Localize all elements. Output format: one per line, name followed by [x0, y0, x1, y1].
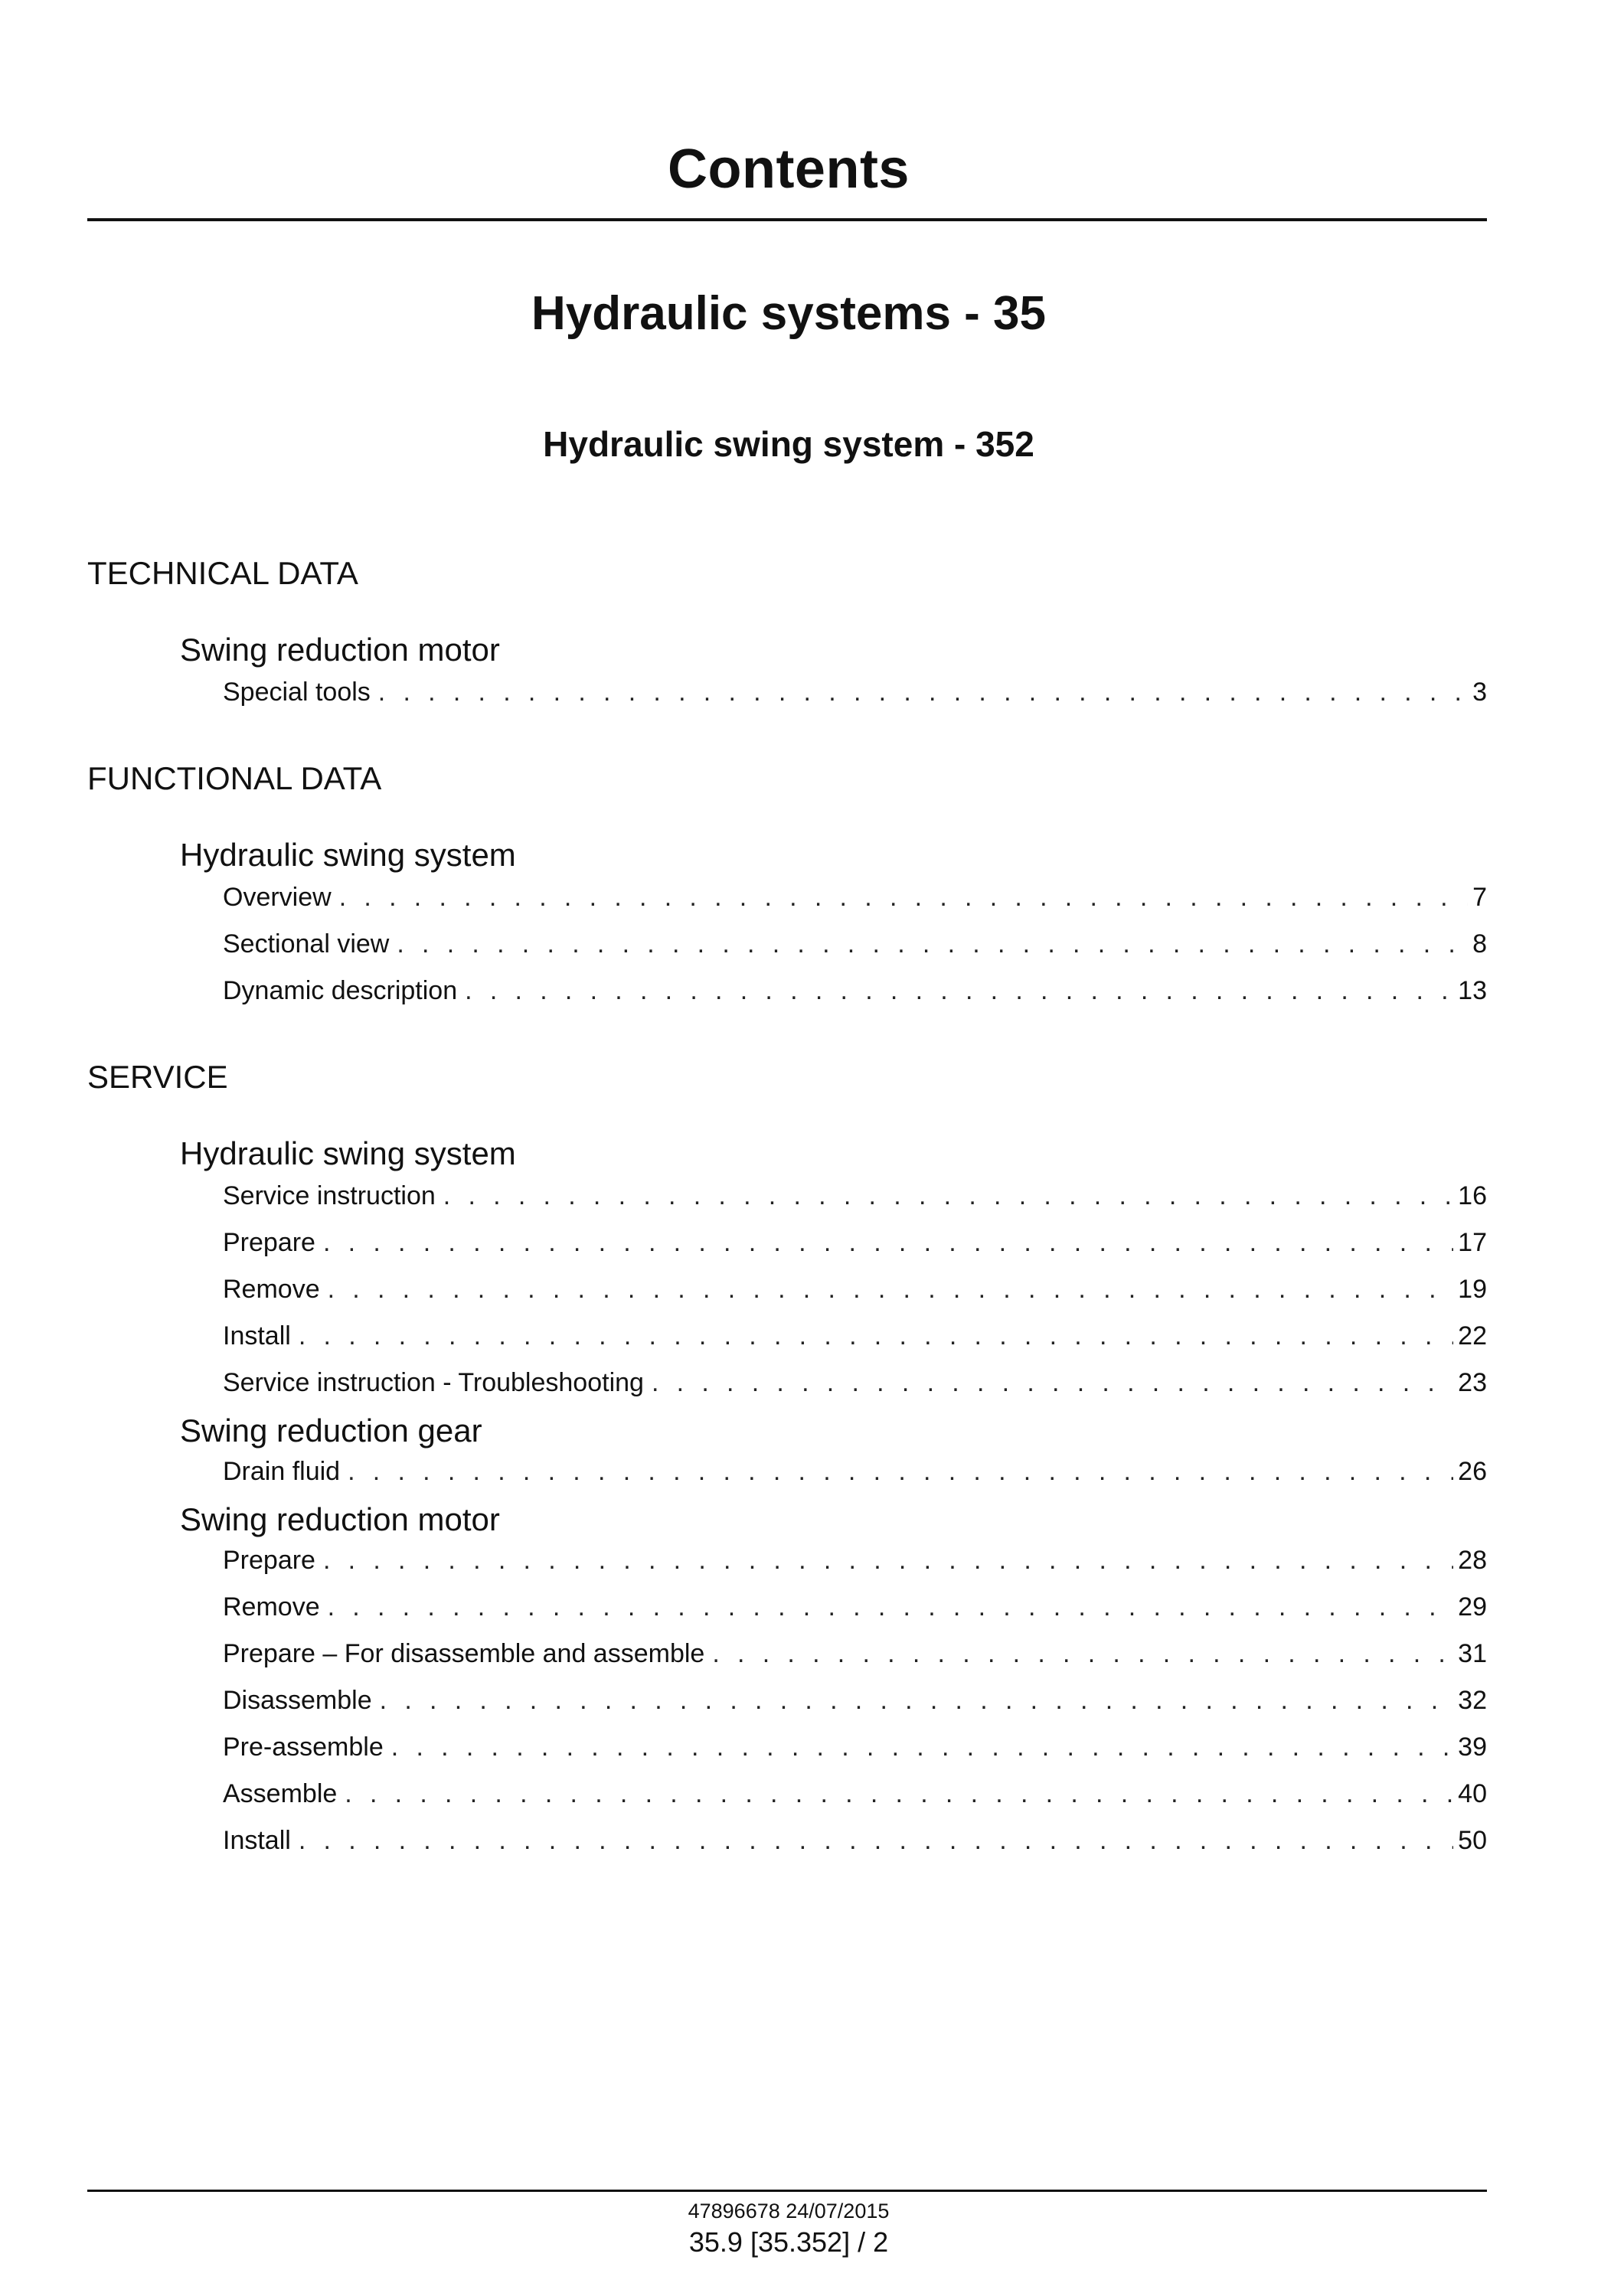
toc-entry-install[interactable] [223, 1319, 1487, 1353]
toc-entry-page: 8 [1472, 929, 1487, 959]
toc-entry-label: Prepare [223, 1546, 315, 1575]
toc-entry-label: Pre-assemble [223, 1733, 384, 1762]
toc-entry-assemble[interactable] [223, 1777, 1487, 1811]
toc-entry-label: Disassemble [223, 1686, 372, 1715]
toc-entry-page: 40 [1458, 1779, 1487, 1808]
toc-leader-dots [378, 675, 1468, 709]
toc-entry-remove[interactable] [223, 1272, 1487, 1306]
toc-leader-dots [299, 1319, 1453, 1353]
toc-section-functional-data: FUNCTIONAL DATA [87, 760, 382, 796]
toc-entry-page: 7 [1472, 883, 1487, 912]
toc-entry-label: Drain fluid [223, 1457, 341, 1486]
toc-entry-service-instruction-troubleshooting[interactable] [223, 1366, 1487, 1399]
toc-entry-drain-fluid[interactable] [223, 1455, 1487, 1488]
toc-entry-prepare-for-disassemble-and-assemble[interactable] [223, 1637, 1487, 1671]
toc-entry-label: Remove [223, 1275, 320, 1304]
toc-entry-page: 39 [1458, 1733, 1487, 1762]
toc-leader-dots [339, 880, 1468, 914]
toc-leader-dots [345, 1777, 1453, 1811]
toc-entry-dynamic-description[interactable] [223, 974, 1487, 1008]
toc-entry-page: 19 [1458, 1275, 1487, 1304]
toc-leader-dots [443, 1179, 1453, 1213]
toc-leader-dots [323, 1543, 1453, 1577]
toc-entry-label: Sectional view [223, 929, 390, 959]
footer-rule [87, 2190, 1487, 2192]
toc-entry-page: 22 [1458, 1321, 1487, 1350]
toc-entry-label: Remove [223, 1592, 320, 1622]
toc-entry-prepare[interactable] [223, 1226, 1487, 1259]
toc-leader-dots [299, 1824, 1453, 1857]
toc-entry-label: Prepare – For disassemble and assemble [223, 1639, 705, 1668]
toc-entry-remove[interactable] [223, 1590, 1487, 1624]
toc-entry-page: 17 [1458, 1228, 1487, 1257]
toc-entry-label: Prepare [223, 1228, 315, 1257]
toc-leader-dots [465, 974, 1453, 1008]
page-title: Contents [668, 139, 910, 200]
toc-entry-label: Assemble [223, 1779, 338, 1808]
toc-leader-dots [380, 1684, 1454, 1717]
toc-entry-label: Install [223, 1321, 291, 1350]
toc-entry-page: 16 [1458, 1181, 1487, 1210]
footer-page-reference: 35.9 [35.352] / 2 [688, 2226, 889, 2258]
toc-group-swing-reduction-gear: Swing reduction gear [180, 1413, 482, 1448]
section-title: Hydraulic swing system - 352 [543, 424, 1034, 464]
toc-entry-service-instruction[interactable] [223, 1179, 1487, 1213]
toc-section-technical-data: TECHNICAL DATA [87, 555, 358, 591]
toc-entry-page: 3 [1472, 678, 1487, 707]
toc-entry-label: Overview [223, 883, 332, 912]
toc-entry-page: 31 [1458, 1639, 1487, 1668]
toc-entry-label: Service instruction - Troubleshooting [223, 1368, 644, 1397]
toc-entry-page: 50 [1458, 1826, 1487, 1855]
toc-entry-page: 13 [1458, 976, 1487, 1005]
toc-leader-dots [328, 1590, 1454, 1624]
chapter-title: Hydraulic systems - 35 [531, 287, 1046, 340]
toc-leader-dots [348, 1455, 1453, 1488]
toc-leader-dots [328, 1272, 1454, 1306]
toc-group-hydraulic-swing-system: Hydraulic swing system [180, 1135, 516, 1171]
toc-entry-prepare[interactable] [223, 1543, 1487, 1577]
toc-entry-page: 23 [1458, 1368, 1487, 1397]
toc-entry-page: 26 [1458, 1457, 1487, 1486]
header-rule [87, 218, 1487, 221]
toc-group-hydraulic-swing-system: Hydraulic swing system [180, 837, 516, 873]
toc-leader-dots [712, 1637, 1453, 1671]
toc-entry-install[interactable] [223, 1824, 1487, 1857]
footer-document-code: 47896678 24/07/2015 [688, 2200, 890, 2223]
toc-leader-dots [397, 927, 1468, 961]
toc-group-swing-reduction-motor: Swing reduction motor [180, 1501, 500, 1537]
toc-entry-overview[interactable] [223, 880, 1487, 914]
toc-leader-dots [323, 1226, 1453, 1259]
toc-entry-label: Dynamic description [223, 976, 458, 1005]
toc-leader-dots [391, 1730, 1453, 1764]
toc-leader-dots [652, 1366, 1453, 1399]
toc-entry-page: 28 [1458, 1546, 1487, 1575]
toc-entry-special-tools[interactable] [223, 675, 1487, 709]
toc-entry-pre-assemble[interactable] [223, 1730, 1487, 1764]
toc-entry-page: 29 [1458, 1592, 1487, 1622]
toc-group-swing-reduction-motor: Swing reduction motor [180, 632, 500, 668]
toc-entry-label: Install [223, 1826, 291, 1855]
toc-entry-sectional-view[interactable] [223, 927, 1487, 961]
toc-entry-label: Service instruction [223, 1181, 436, 1210]
toc-entry-label: Special tools [223, 678, 371, 707]
toc-entry-disassemble[interactable] [223, 1684, 1487, 1717]
toc-entry-page: 32 [1458, 1686, 1487, 1715]
toc-section-service: SERVICE [87, 1059, 228, 1095]
